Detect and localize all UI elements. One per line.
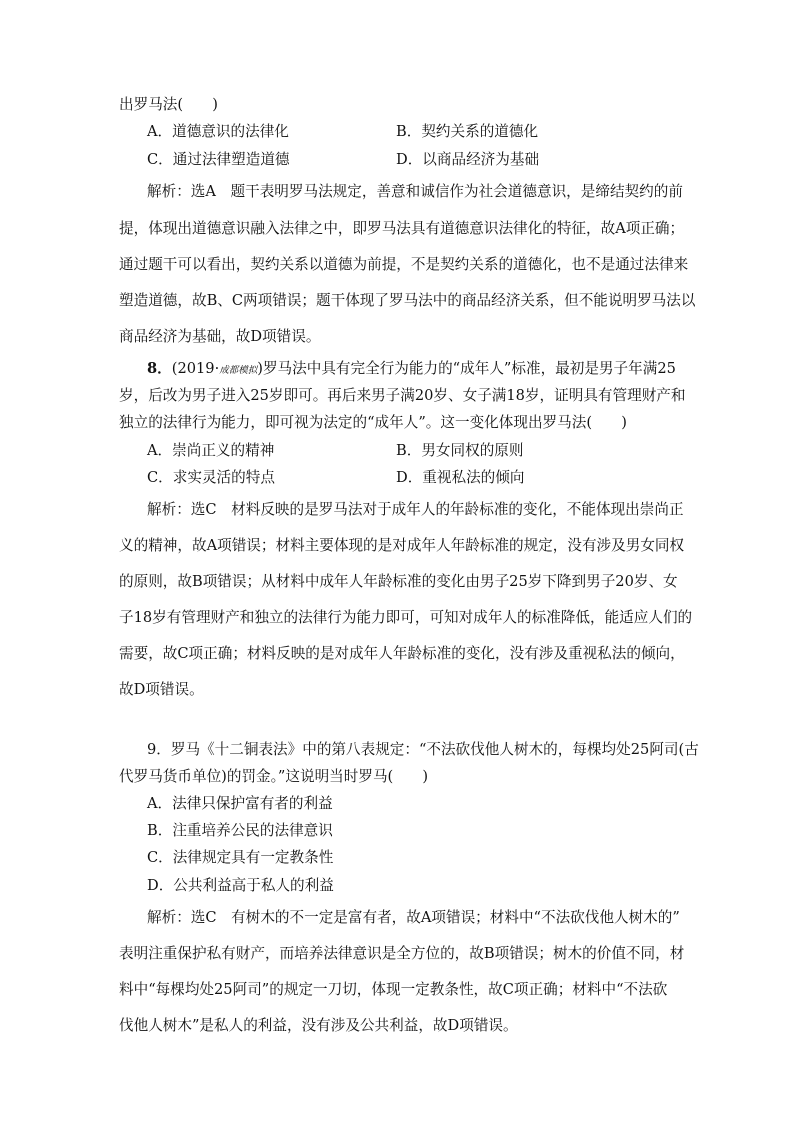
q8-stem-line: 岁，后改为男子进入25岁即可。再后来男子满20岁、女子满18岁，证明具有管理财产和 [119, 387, 686, 404]
q8-option-b: B．男女同权的原则 [396, 442, 524, 459]
q8-stem-text: 罗马法中具有完全行为能力的“成年人”标准，最初是男子年满25 [262, 360, 676, 377]
q8-analysis-line: 义的精神，故A项错误；材料主要体现的是对成年人年龄标准的规定，没有涉及男女同权 [119, 537, 685, 554]
q8-option-c: C．求实灵活的特点 [147, 469, 275, 486]
q7-analysis-line: 解析：选A 题干表明罗马法规定，善意和诚信作为社会道德意识，是缔结契约的前 [147, 183, 683, 200]
q7-option-a: A．道德意识的法律化 [147, 123, 289, 140]
q9-analysis-line: 解析：选C 有树木的不一定是富有者，故A项错误；材料中“不法砍伐他人树木的” [147, 909, 680, 926]
q8-analysis-line: 的原则，故B项错误；从材料中成年人年龄标准的变化由男子25岁下降到男子20岁、女 [119, 573, 678, 590]
q7-option-c: C．通过法律塑造道德 [147, 151, 290, 168]
q8-stem-first-line [147, 360, 676, 380]
q9-stem-line: 代罗马货币单位)的罚金。”这说明当时罗马( ) [119, 768, 429, 785]
q9-analysis-line: 料中“每棵均处25阿司”的规定一刀切，体现一定教条性，故C项正确；材料中“不法砍 [119, 981, 668, 998]
q8-source-name: 成都模拟 [219, 365, 258, 376]
q8-option-a: A．崇尚正义的精神 [147, 442, 275, 459]
q9-analysis-line: 表明注重保护私有财产，而培养法律意识是全方位的，故B项错误；树木的价值不同，材 [119, 945, 685, 962]
q7-option-d: D．以商品经济为基础 [396, 151, 540, 168]
q8-analysis-line: 子18岁有管理财产和独立的法律行为能力即可，可知对成年人的标准降低，能适应人们的 [119, 609, 693, 626]
q9-option-c: C．法律规定具有一定教条性 [147, 849, 334, 866]
q9-option-d: D．公共利益高于私人的利益 [147, 877, 334, 894]
q8-source-close: ) [257, 360, 263, 377]
q8-stem-line: 独立的法律行为能力，即可视为法定的“成年人”。这一变化体现出罗马法( ) [119, 414, 627, 431]
q8-number: 8． [147, 360, 172, 377]
q7-option-b: B．契约关系的道德化 [396, 123, 539, 140]
q7-stem-tail: 出罗马法( ) [119, 96, 218, 113]
q7-analysis-line: 提，体现出道德意识融入法律之中，即罗马法具有道德意识法律化的特征，故A项正确； [119, 220, 685, 237]
q8-analysis-line: 故D项错误。 [119, 681, 204, 698]
q9-option-a: A．法律只保护富有者的利益 [147, 795, 333, 812]
q9-stem-line: 9．罗马《十二铜表法》中的第八表规定：“不法砍伐他人树木的，每棵均处25阿司(古 [147, 741, 699, 758]
q8-analysis-line: 解析：选C 材料反映的是罗马法对于成年人的年龄标准的变化，不能体现出崇尚正 [147, 501, 684, 518]
q8-option-d: D．重视私法的倾向 [396, 469, 525, 486]
q9-option-b: B．注重培养公民的法律意识 [147, 822, 333, 839]
q8-analysis-line: 需要，故C项正确；材料反映的是对成年人年龄标准的变化，没有涉及重视私法的倾向， [119, 645, 685, 662]
q7-analysis-line: 通过题干可以看出，契约关系以道德为前提，不是契约关系的道德化，也不是通过法律来 [119, 256, 689, 273]
q9-analysis-line: 伐他人树木”是私人的利益，没有涉及公共利益，故D项错误。 [119, 1017, 518, 1034]
q7-analysis-line: 塑造道德，故B、C两项错误；题干体现了罗马法中的商品经济关系，但不能说明罗马法以 [119, 292, 696, 309]
q7-analysis-line: 商品经济为基础，故D项错误。 [119, 328, 321, 345]
q8-source-open: (2019· [171, 360, 220, 377]
